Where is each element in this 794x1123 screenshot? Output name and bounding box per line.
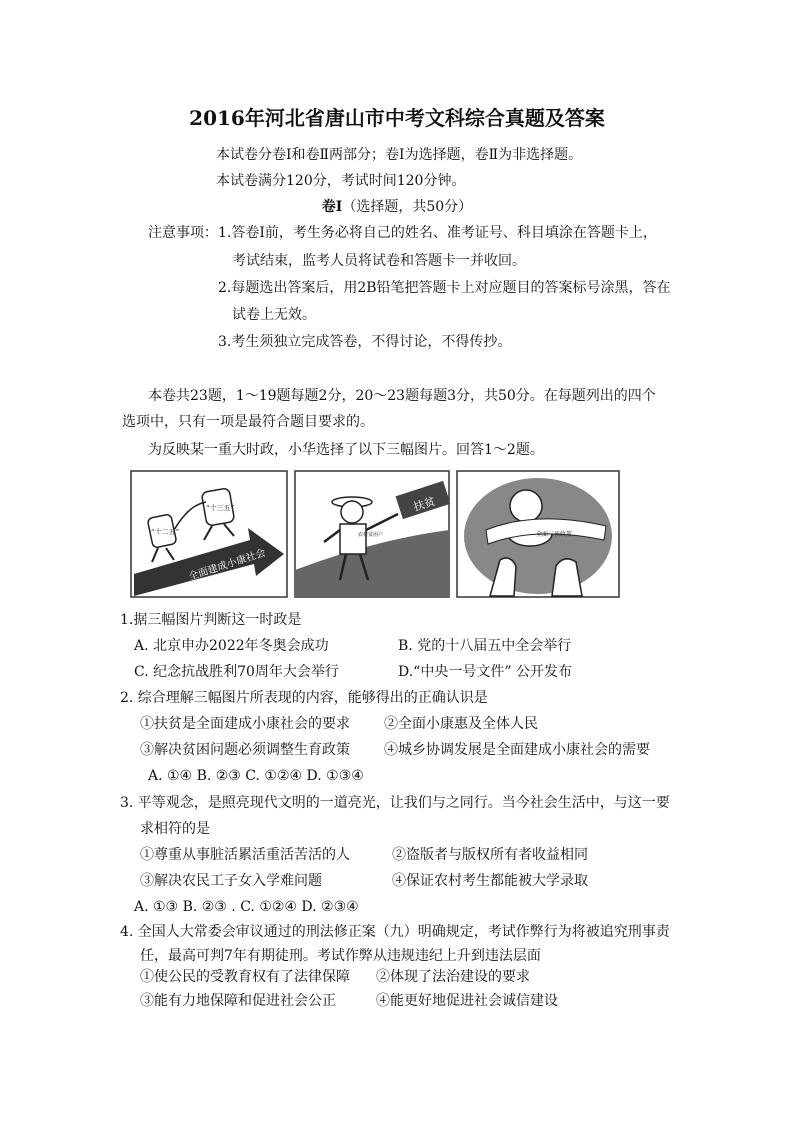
page-title: 2016年河北省唐山市中考文科综合真题及答案 — [189, 106, 605, 130]
question-1-stem: 1.据三幅图片判断这一时政是 — [120, 612, 302, 628]
question-4-item-4: ④能更好地促进社会诚信建设 — [376, 993, 558, 1009]
fig2-shirt-label: 农村贫困户 — [358, 532, 384, 538]
section-note: （选择题，共50分） — [342, 199, 473, 215]
question-3-options: A. ①③ B. ②③ . C. ①②④ D. ②③④ — [134, 899, 359, 915]
question-1-option-d: D.“中央一号文件” 公开发布 — [398, 664, 572, 680]
instruction-line-2: 选项中，只有一项是最符合题目要求的。 — [122, 414, 374, 430]
question-2-stem: 2. 综合理解三幅图片所表现的内容，能够得出的正确认识是 — [120, 690, 488, 706]
fig1-arrow-label: 全面建成小康社会 — [187, 547, 268, 583]
question-2-item-1: ①扶贫是全面建成小康社会的要求 — [140, 716, 350, 732]
note-line-3: 2.每题选出答案后，用2B铅笔把答题卡上对应题目的答案标号涂黑，答在 — [218, 280, 671, 296]
cartoon-figures — [130, 470, 620, 598]
cartoon-figure-1 — [130, 470, 288, 598]
cartoon-figure-3 — [456, 470, 620, 598]
instruction-line-3: 为反映某一重大时政，小华选择了以下三幅图片。回答1～2题。 — [148, 442, 544, 458]
intro-line-1: 本试卷分卷Ⅰ和卷Ⅱ两部分；卷Ⅰ为选择题，卷Ⅱ为非选择题。 — [216, 147, 583, 163]
instruction-line-1: 本卷共23题，1～19题每题2分，20～23题每题3分，共50分。在每题列出的四个 — [148, 388, 656, 404]
question-2-options: A. ①④ B. ②③ C. ①②④ D. ①③④ — [148, 768, 364, 784]
question-2-item-3: ③解决贫困问题必须调整生育政策 — [140, 742, 350, 758]
note-line-1: 注意事项：1.答卷Ⅰ前，考生务必将自己的姓名、准考证号、科目填涂在答题卡上， — [148, 225, 657, 241]
section-heading — [0, 197, 794, 217]
section-label: 卷Ⅰ — [321, 199, 343, 215]
question-2-item-4: ④城乡协调发展是全面建成小康社会的需要 — [384, 742, 650, 758]
question-1-option-c: C. 纪念抗战胜利70周年大会举行 — [134, 664, 339, 680]
fig2-sign-label: 扶贫 — [411, 494, 437, 514]
note-line-2: 考试结束，监考人员将试卷和答题卡一并收回。 — [232, 253, 526, 269]
fig3-banner-label: 全面二孩政策 — [536, 531, 573, 538]
question-4-item-3: ③能有力地保障和促进社会公正 — [140, 993, 336, 1009]
question-3-item-2: ②盗版者与版权所有者收益相同 — [392, 847, 588, 863]
question-4-stem-1: 4. 全国人大常委会审议通过的刑法修正案（九）明确规定，考试作弊行为将被追究刑事责 — [120, 924, 670, 940]
question-3-item-4: ④保证农村考生都能被大学录取 — [392, 873, 588, 889]
question-4-item-2: ②体现了法治建设的要求 — [376, 969, 530, 985]
question-3-stem-2: 求相符的是 — [140, 821, 210, 837]
intro-line-2: 本试卷满分120分，考试时间120分钟。 — [216, 173, 466, 189]
question-4-item-1: ①使公民的受教育权有了法律保障 — [140, 969, 350, 985]
cartoon-figure-2 — [294, 470, 450, 598]
question-3-item-1: ①尊重从事脏活累活重活苦活的人 — [140, 847, 350, 863]
question-1-option-b: B. 党的十八届五中全会举行 — [398, 638, 572, 654]
question-3-item-3: ③解决农民工子女入学难问题 — [140, 873, 322, 889]
note-line-5: 3.考生须独立完成答卷，不得讨论，不得传抄。 — [218, 334, 512, 350]
question-4-stem-2: 任，最高可判7年有期徒刑。考试作弊从违规违纪上升到违法层面 — [140, 948, 541, 964]
question-3-stem-1: 3. 平等观念，是照亮现代文明的一道亮光，让我们与之同行。当今社会生活中，与这一要 — [120, 795, 670, 811]
question-1-option-a: A. 北京申办2022年冬奥会成功 — [134, 638, 329, 654]
fig1-label-13: “十三五” — [206, 504, 235, 512]
question-2-item-2: ②全面小康惠及全体人民 — [384, 716, 538, 732]
note-line-4: 试卷上无效。 — [232, 307, 316, 323]
fig1-label-12: “十二五” — [151, 528, 180, 536]
